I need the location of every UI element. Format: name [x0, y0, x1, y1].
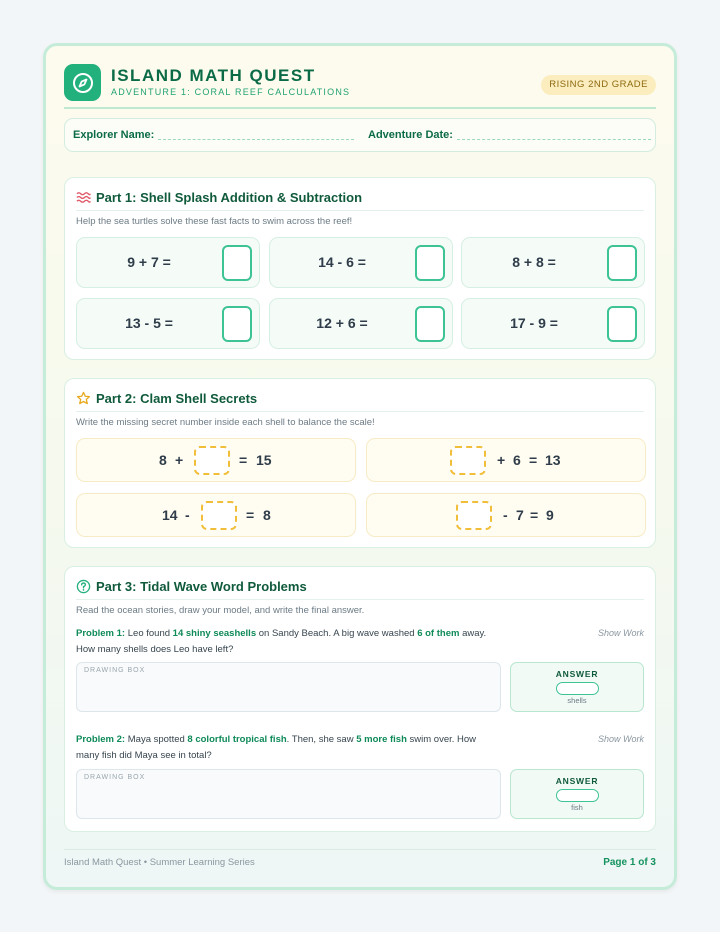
show-work-label: Show Work: [597, 734, 644, 744]
explorer-name-label: Explorer Name:: [73, 129, 155, 141]
compass-icon: [64, 64, 101, 101]
clam-answer-box[interactable]: [194, 446, 230, 475]
answer-input[interactable]: [556, 682, 599, 695]
fact-answer-box[interactable]: [415, 245, 445, 281]
problem-question: How many shells does Leo have left?: [76, 644, 234, 655]
fact-answer-box[interactable]: [607, 245, 637, 281]
fact-card: [269, 237, 453, 288]
clam-result: 15: [256, 452, 272, 468]
grade-badge: RISING 2ND GRADE: [541, 75, 656, 95]
fact-equation: 13 - 5 =: [125, 315, 173, 331]
question-circle-icon: [76, 579, 91, 594]
fact-equation: 17 - 9 =: [510, 315, 558, 331]
show-work-label: Show Work: [597, 628, 644, 638]
header-divider: [64, 107, 656, 109]
fact-equation: 8 + 8 =: [512, 254, 556, 270]
clam-answer-box[interactable]: [450, 446, 486, 475]
clam-equals: =: [246, 507, 255, 523]
problem-highlight: 14 shiny seashells: [172, 628, 257, 639]
part2-divider: [76, 411, 644, 412]
adventure-date-label: Adventure Date:: [368, 129, 453, 141]
answer-box: [510, 769, 644, 819]
clam-equals: =: [239, 452, 248, 468]
clam-answer-box[interactable]: [456, 501, 492, 530]
answer-unit: shells: [567, 696, 587, 705]
part1-title: Part 1: Shell Splash Addition & Subtraction: [96, 190, 363, 205]
problem-highlight: 8 colorful tropical fish: [187, 734, 287, 745]
fact-answer-box[interactable]: [607, 306, 637, 342]
answer-label: ANSWER: [555, 776, 599, 786]
fact-answer-box[interactable]: [222, 245, 252, 281]
part2-title: Part 2: Clam Shell Secrets: [96, 391, 258, 406]
clam-result: 9: [546, 507, 554, 523]
fact-card: [461, 237, 645, 288]
word-problem-text: [76, 732, 476, 764]
part1-divider: [76, 210, 644, 211]
clam-problem: [76, 438, 356, 482]
fact-card: [461, 298, 645, 349]
worksheet-page: [43, 43, 677, 890]
clam-operator: +: [175, 452, 184, 468]
footer-divider: [64, 849, 656, 850]
problem-text: swim over. How: [406, 734, 477, 745]
page-title: ISLAND MATH QUEST: [111, 66, 316, 85]
part1-section: [64, 177, 656, 360]
fact-answer-box[interactable]: [222, 306, 252, 342]
answer-input[interactable]: [556, 789, 599, 802]
fact-equation: 9 + 7 =: [127, 254, 171, 270]
waves-icon: [76, 190, 91, 205]
fact-card: [76, 298, 260, 349]
part3-description: Read the ocean stories, draw your model, and write the final answer.: [76, 605, 365, 616]
fact-equation: 14 - 6 =: [318, 254, 366, 270]
clam-equals: =: [529, 452, 538, 468]
clam-operand: 6: [513, 452, 521, 468]
drawing-box-label: DRAWING BOX: [84, 667, 146, 674]
clam-result: 8: [263, 507, 271, 523]
footer-page-number: Page 1 of 3: [603, 857, 656, 868]
clam-equals: =: [530, 507, 539, 523]
fact-card: [269, 298, 453, 349]
adventure-date-field[interactable]: [457, 139, 651, 140]
clam-operand: 8: [159, 452, 167, 468]
answer-box: [510, 662, 644, 712]
clam-operand: 14: [162, 507, 178, 523]
answer-unit: fish: [571, 803, 583, 812]
fact-card: [76, 237, 260, 288]
explorer-name-field[interactable]: [158, 139, 354, 140]
fact-answer-box[interactable]: [415, 306, 445, 342]
clam-problem: [366, 438, 646, 482]
part1-description: Help the sea turtles solve these fast facts to swim across the reef!: [76, 216, 353, 227]
problem-label: Problem 2:: [76, 734, 126, 745]
answer-label: ANSWER: [555, 669, 599, 679]
problem-highlight: 6 of them: [417, 628, 460, 639]
page-subtitle: ADVENTURE 1: CORAL REEF CALCULATIONS: [111, 87, 351, 97]
word-problem-text: [76, 626, 486, 658]
star-icon: [76, 391, 91, 406]
drawing-box-label: DRAWING BOX: [84, 774, 146, 781]
problem-text: on Sandy Beach. A big wave washed: [256, 628, 418, 639]
part3-title: Part 3: Tidal Wave Word Problems: [96, 579, 307, 594]
clam-problem: [366, 493, 646, 537]
problem-text: Leo found: [125, 628, 173, 639]
problem-highlight: 5 more fish: [356, 734, 407, 745]
drawing-box[interactable]: [76, 662, 501, 712]
part3-section: [64, 566, 656, 832]
clam-operand: 7: [516, 507, 524, 523]
clam-result: 13: [545, 452, 561, 468]
problem-text: Maya spotted: [125, 734, 188, 745]
clam-operator: -: [503, 507, 508, 523]
clam-operator: +: [497, 452, 506, 468]
problem-question: many fish did Maya see in total?: [76, 750, 212, 761]
problem-label: Problem 1:: [76, 628, 126, 639]
clam-problem: [76, 493, 356, 537]
explorer-info-bar: [64, 118, 656, 152]
clam-answer-box[interactable]: [201, 501, 237, 530]
part2-section: [64, 378, 656, 548]
footer-series: Island Math Quest • Summer Learning Series: [64, 857, 255, 868]
fact-equation: 12 + 6 =: [316, 315, 368, 331]
problem-text: . Then, she saw: [286, 734, 357, 745]
part3-divider: [76, 599, 644, 600]
clam-operator: -: [185, 507, 190, 523]
problem-text: away.: [459, 628, 487, 639]
part2-description: Write the missing secret number inside each shell to balance the scale!: [76, 417, 375, 428]
drawing-box[interactable]: [76, 769, 501, 819]
